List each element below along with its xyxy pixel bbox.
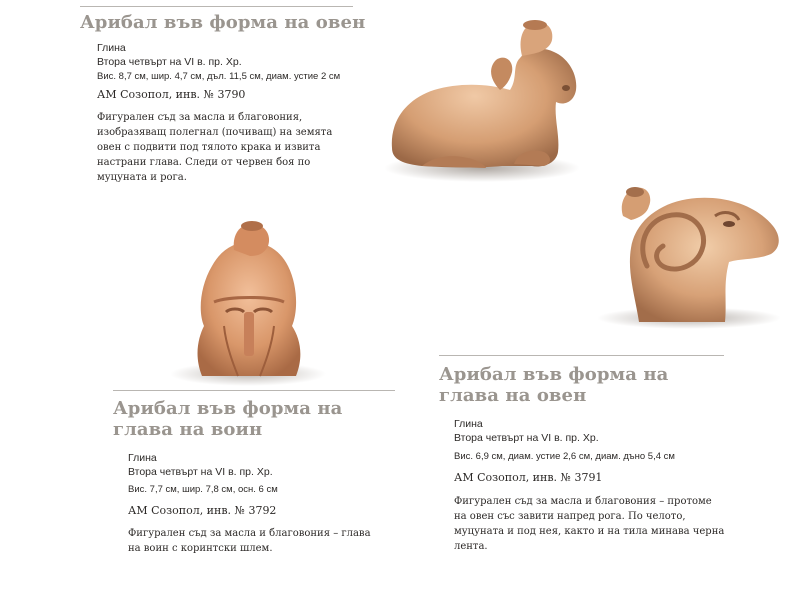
ram-head-aryballos-image — [597, 176, 787, 331]
entry-date: Втора четвърт на VI в. пр. Хр. — [97, 56, 242, 68]
catalog-entry-warrior-head — [113, 398, 403, 556]
entry-date: Втора четвърт на VI в. пр. Хр. — [454, 432, 599, 444]
entry-title: Арибал във форма на глава на воин — [113, 398, 343, 440]
entry-dimensions: Вис. 7,7 см, шир. 7,8 см, осн. 6 см — [128, 484, 278, 495]
entry-date: Втора четвърт на VI в. пр. Хр. — [128, 466, 273, 478]
divider-line — [80, 6, 353, 7]
entry-title: Арибал във форма на глава на овен — [439, 364, 669, 406]
catalog-entry-ram-head — [439, 364, 739, 554]
entry-description: Фигурален съд за масла и благовония – глава на воин с коринтски шлем. — [128, 528, 371, 554]
entry-dimensions: Вис. 8,7 см, шир. 4,7 см, дъл. 11,5 см, диам. устие 2 см — [97, 71, 341, 82]
entry-museum-inventory: АМ Созопол, инв. № 3791 — [454, 471, 603, 484]
entry-material: Глина — [454, 418, 483, 430]
entry-description: Фигурален съд за масла и благовония – протоме на овен със завити напред рога. По челото, муцуната и под нея, както и на тила минава черна лента. — [454, 496, 725, 552]
reclining-ram-aryballos-image — [382, 18, 584, 184]
entry-material: Глина — [128, 452, 157, 464]
entry-museum-inventory: АМ Созопол, инв. № 3790 — [97, 88, 246, 101]
entry-title: Арибал във форма на овен — [80, 12, 366, 33]
entry-dimensions: Вис. 6,9 см, диам. устие 2,6 см, диам. дъно 5,4 см — [454, 451, 675, 462]
divider-line — [113, 390, 395, 391]
catalog-entry-ram — [80, 12, 380, 185]
entry-description: Фигурален съд за масла и благовония, изобразяващ полегнал (почиващ) на земята овен с подвити под тялото крака и извита настрани глава. Следи от червен боя по муцуната и рога. — [97, 112, 333, 183]
warrior-head-aryballos-image — [168, 216, 328, 388]
entry-material: Глина — [97, 42, 126, 54]
divider-line — [439, 355, 724, 356]
entry-museum-inventory: АМ Созопол, инв. № 3792 — [128, 504, 277, 517]
